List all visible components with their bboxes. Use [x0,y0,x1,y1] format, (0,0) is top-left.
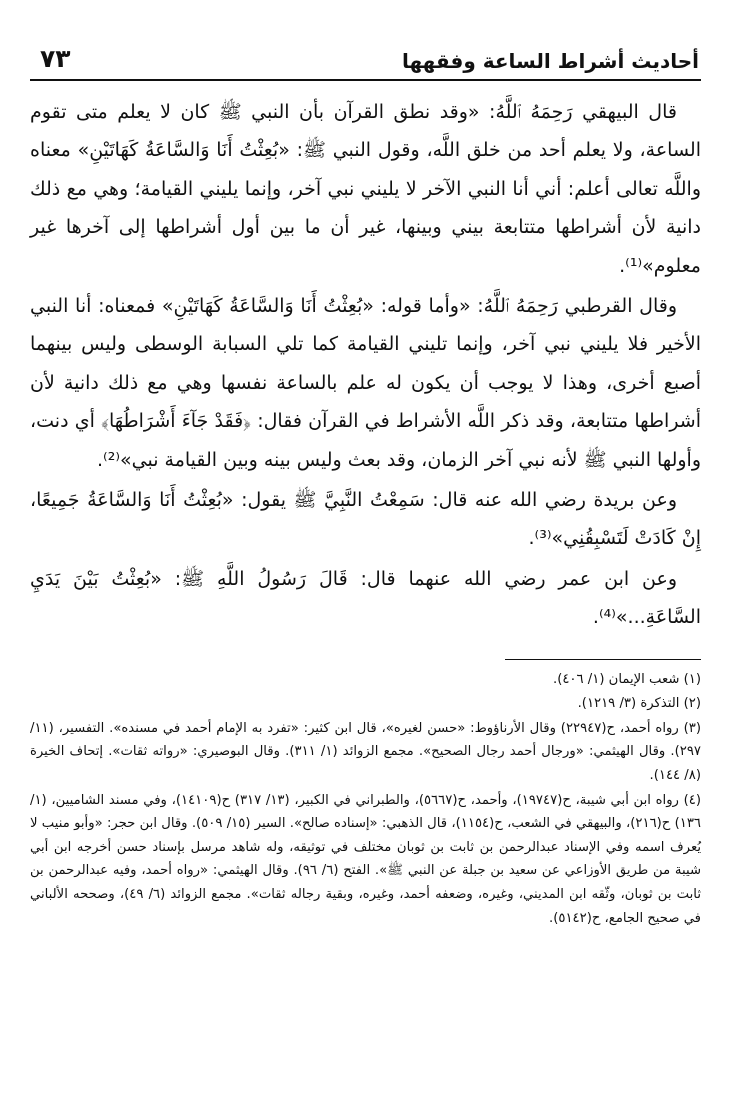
paragraph-qurtubi: وقال القرطبي رَحِمَهُ ٱللَّهُ: «وأما قوله: «بُعِثْتُ أَنَا وَالسَّاعَةُ كَهَاتَيْنِ» فمعناه: أنا النبي الأخير فلا يليني نبي آخر، وإنما تليني القيامة كما تلي السبابة الوسطى وليس بينهما أصبع أخرى، وهذا لا يوجب أن يكون له علم بالساعة نفسها وهي مع ذلك دانية لأن أشراطها متتابعة، وقد ذكر اللَّه الأشراط في القرآن فقال: ﴿فَقَدْ جَآءَ أَشْرَاطُهَا﴾ أي دنت، وأولها النبي ﷺ لأنه نبي آخر الزمان، وقد بعث وليس بينه وبين القيامة نبي»⁽²⁾. [30,295,701,471]
page-number: ٧٣ [40,44,71,73]
paragraph-bayhaqi: قال البيهقي رَحِمَهُ ٱللَّهُ: «وقد نطق القرآن بأن النبي ﷺ كان لا يعلم متى تقوم الساعة، ولا يعلم أحد من خلق اللَّه، وقول النبي ﷺ: «بُعِثْتُ أَنَا وَالسَّاعَةُ كَهَاتَيْنِ» معناه واللَّه تعالى أعلم: أني أنا النبي الآخر لا يليني نبي آخر، وإنما يليني القيامة؛ وهي مع ذلك دانية لأن أشراطها متتابعة بيني وبينها، غير أن ما بين أول أشراطها إلى آخرها غير معلوم»⁽¹⁾. [30,101,701,277]
footnotes [30,668,701,931]
footnote-4: (٤) رواه ابن أبي شيبة، ح(١٩٧٤٧)، وأحمد، ح(٥٦٦٧)، والطبراني في الكبير، (١٣/ ٣١٧) ح(١٤١٠٩)، وفي مسند الشاميين، (١/ ١٣٦) ح(٢١٦)، والبيهقي في الشعب، ح(١١٥٤)، قال الذهبي: «إسناده صالح». السير (١٥/ ٥٠٩). وقال ابن حجر: «وأبو منيب لا يُعرف اسمه وفي الإسناد عبدالرحمن بن ثابت بن ثوبان مختلف في توثيقه، وله شاهد مرسل بإسناد حسن أخرجه ابن أبي شيبة من طريق الأوزاعي عن سعيد بن جبلة عن النبي ﷺ». الفتح (٦/ ٩٦). وقال الهيثمي: «رواه أحمد، وفيه عبدالرحمن بن ثابت بن ثوبان، وثّقه ابن المديني، وغيره، وضعفه أحمد، وغيره، وبقية رجاله ثقات». مجمع الزوائد (٦/ ٤٩)، وصححه الألباني في صحيح الجامع، ح(٥١٤٢). [30,792,702,926]
paragraph-ibn-umar: وعن ابن عمر رضي الله عنهما قال: قَالَ رَسُولُ اللَّهِ ﷺ: «بُعِثْتُ بَيْنَ يَدَيِ السَّاعَةِ...»⁽⁴⁾. [30,567,701,629]
paragraph-buraydah: وعن بريدة رضي الله عنه قال: سَمِعْتُ النَّبِيَّ ﷺ يقول: «بُعِثْتُ أَنَا وَالسَّاعَةُ جَمِيعًا، إِنْ كَادَتْ لَتَسْبِقُنِي»⁽³⁾. [30,489,701,550]
footnote-3: (٣) رواه أحمد، ح(٢٢٩٤٧) وقال الأرناؤوط: «حسن لغيره»، قال ابن كثير: «تفرد به الإمام أحمد في مسنده». التفسير، (١١/ ٢٩٧). وقال الهيثمي: «ورجال أحمد رجال الصحيح». مجمع الزوائد (١/ ٣١١). وقال البوصيري: «رواته ثقات». إتحاف الخيرة (٨/ ١٤٤). [30,720,702,784]
footnote-2: (٢) التذكرة (٣/ ١٢١٩). [577,696,701,712]
footnote-1: (١) شعب الإيمان (١/ ٤٠٦). [553,671,701,687]
main-text [30,93,701,637]
running-header [30,44,701,81]
running-title: أحاديث أشراط الساعة وفقهها [401,49,699,73]
footnote-separator [505,659,701,660]
